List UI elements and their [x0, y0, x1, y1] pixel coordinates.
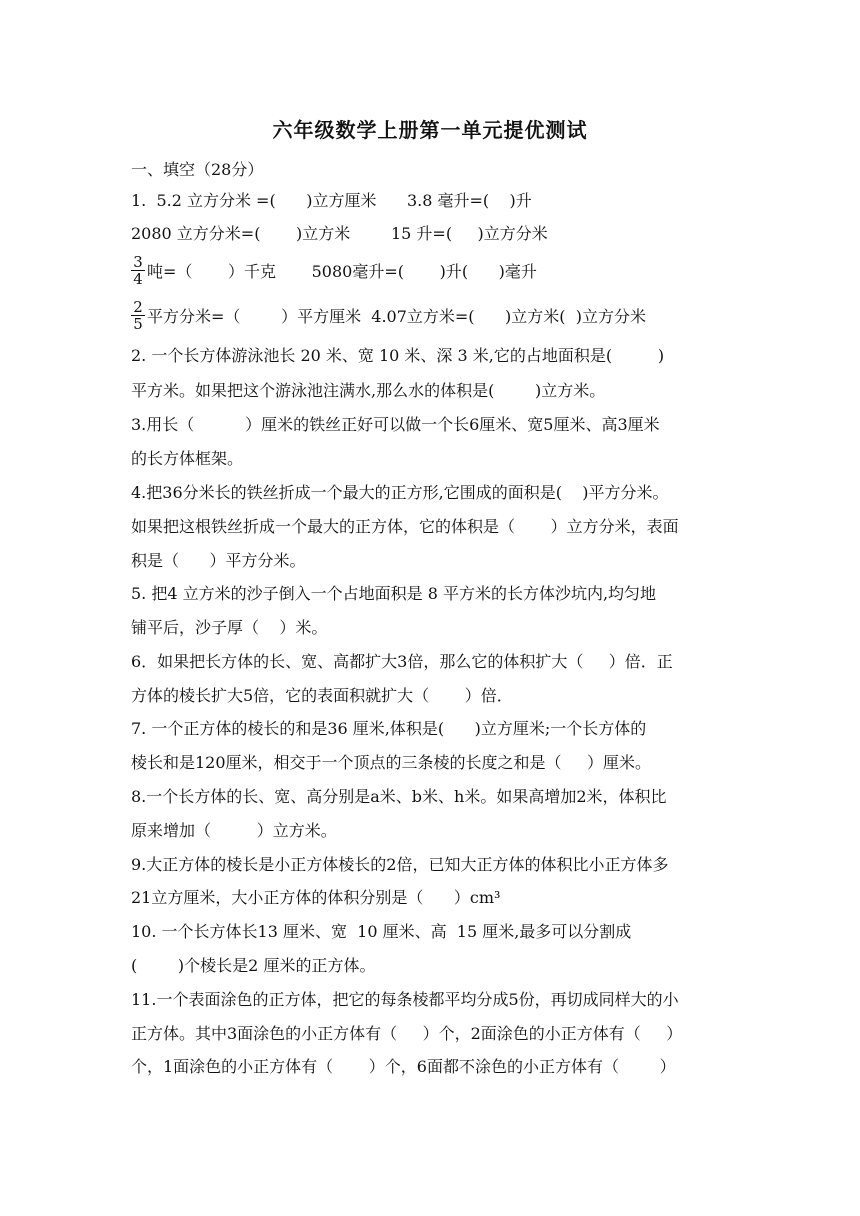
section-heading: 一、填空（28分） [131, 160, 264, 179]
text-line: 正方体。其中3面涂色的小正方体有（ ）个，2面涂色的小正方体有（ ） [131, 1024, 683, 1043]
text-line: 个，1面涂色的小正方体有（ ）个，6面都不涂色的小正方体有（ ） [131, 1057, 676, 1076]
text-line: 平方米。如果把这个游泳池注满水,那么水的体积是( )立方米。 [131, 381, 606, 400]
text-line: 2. 一个长方体游泳池长 20 米、宽 10 米、深 3 米,它的占地面积是( ) [131, 346, 665, 365]
fraction [131, 254, 145, 287]
text-line: 如果把这根铁丝折成一个最大的正方体，它的体积是（ ）立方分米，表面 [131, 517, 679, 536]
text-line: 吨=（ ）千克 5080毫升=( )升( )毫升 [147, 262, 537, 281]
text-line: 原来增加（ ）立方米。 [131, 821, 337, 840]
fraction-denominator: 4 [133, 270, 143, 288]
text-line: 棱长和是120厘米，相交于一个顶点的三条棱的长度之和是（ ）厘米。 [131, 753, 651, 772]
fraction-numerator: 2 [131, 299, 145, 316]
fraction-numerator: 3 [131, 254, 145, 271]
text-line: 平方分米=（ ）平方厘米 4.07立方米=( )立方米( )立方分米 [147, 307, 646, 326]
text-line: 铺平后，沙子厚（ ）米。 [131, 618, 328, 637]
text-line: 7. 一个正方体的棱长的和是36 厘米,体积是( )立方厘米;一个长方体的 [131, 719, 647, 738]
text-line: 方体的棱长扩大5倍，它的表面积就扩大（ ）倍． [131, 686, 513, 705]
page-title: 六年级数学上册第一单元提优测试 [272, 118, 588, 142]
fraction-denominator: 5 [133, 315, 143, 333]
fraction [131, 299, 145, 332]
text-line: 1. 5.2 立方分米 =( )立方厘米 3.8 毫升=( )升 [131, 191, 532, 210]
text-line: 4.把36分米长的铁丝折成一个最大的正方形,它围成的面积是( )平方分米。 [131, 483, 669, 502]
text-line: 8.一个长方体的长、宽、高分别是a米、b米、h米。如果高增加2米，体积比 [131, 787, 667, 806]
text-line: 3.用长（ ）厘米的铁丝正好可以做一个长6厘米、宽5厘米、高3厘米 [131, 415, 660, 434]
text-line: 积是（ ）平方分米。 [131, 551, 306, 570]
text-line: 21立方厘米，大小正方体的体积分别是（ ）cm³ [131, 888, 501, 907]
text-line: 6．如果把长方体的长、宽、高都扩大3倍，那么它的体积扩大（ ）倍．正 [131, 652, 673, 671]
text-line: 10. 一个长方体长13 厘米、宽 10 厘米、高 15 厘米,最多可以分割成 [131, 922, 632, 941]
text-line: ( )个棱长是2 厘米的正方体。 [131, 956, 376, 975]
text-line: 9.大正方体的棱长是小正方体棱长的2倍，已知大正方体的体积比小正方体多 [131, 855, 669, 874]
text-line: 5. 把4 立方米的沙子倒入一个占地面积是 8 平方米的长方体沙坑内,均匀地 [131, 584, 657, 603]
text-line: 的长方体框架。 [131, 449, 244, 468]
text-line: 2080 立方分米=( )立方米 15 升=( )立方分米 [131, 224, 548, 243]
text-line: 11.一个表面涂色的正方体，把它的每条棱都平均分成5份，再切成同样大的小 [131, 990, 679, 1009]
